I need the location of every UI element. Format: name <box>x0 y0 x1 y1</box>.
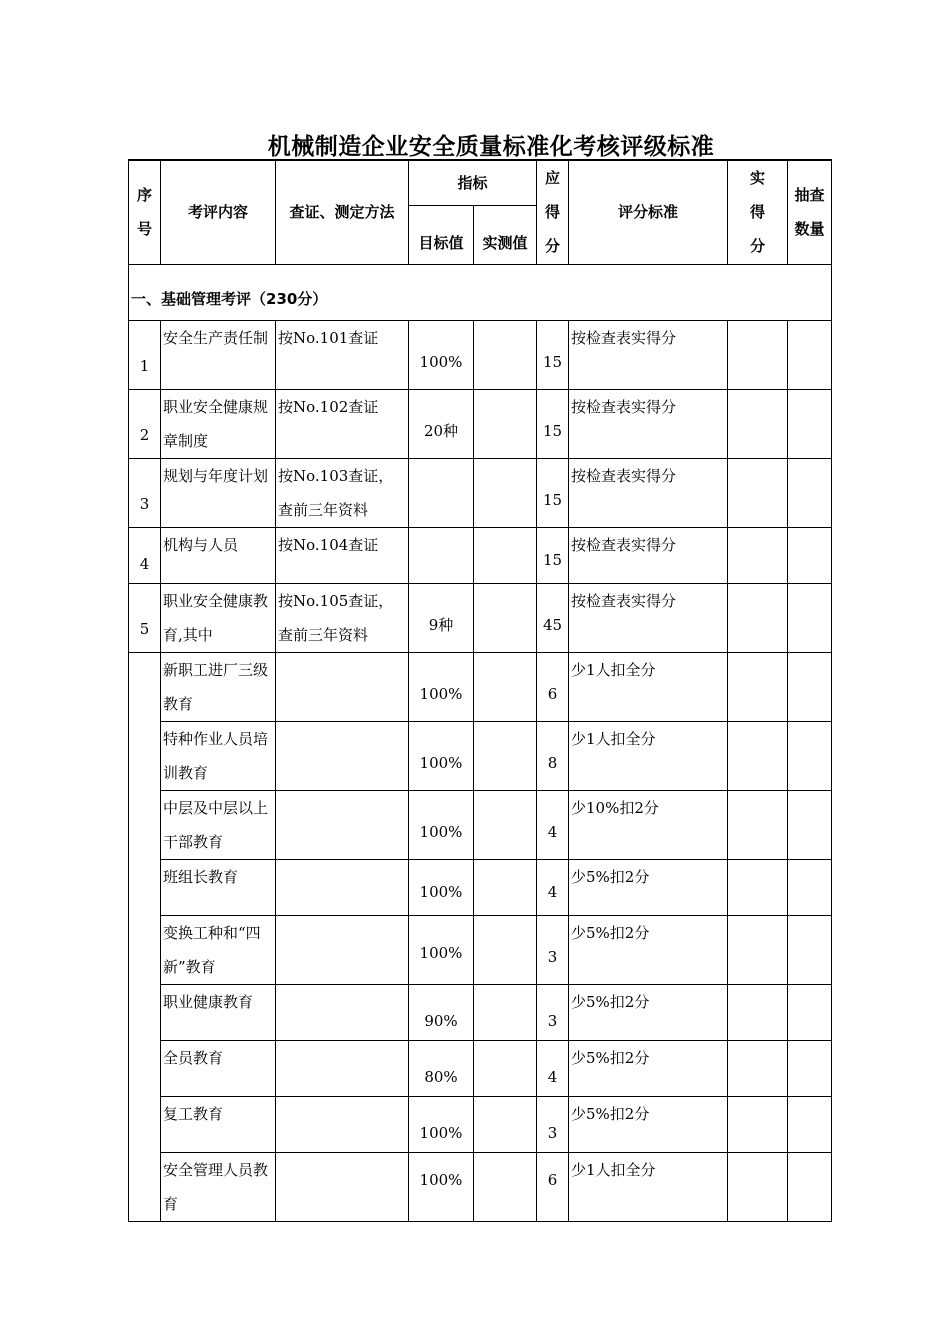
row-score: 45 <box>537 583 569 652</box>
row-criteria: 按检查表实得分 <box>569 527 728 583</box>
sub-content: 变换工种和“四新”教育 <box>161 915 276 984</box>
sub-row <box>129 790 832 859</box>
sub-sample <box>788 1096 832 1152</box>
sub-target: 100% <box>409 1152 474 1221</box>
sub-measured <box>474 1152 537 1221</box>
sub-measured <box>474 790 537 859</box>
sub-method <box>276 1152 409 1221</box>
row-score: 15 <box>537 527 569 583</box>
sub-target: 80% <box>409 1040 474 1096</box>
row-seq: 4 <box>129 527 161 583</box>
sub-content: 职业健康教育 <box>161 984 276 1040</box>
sub-actual <box>728 721 788 790</box>
sub-actual <box>728 1096 788 1152</box>
sub-content: 中层及中层以上干部教育 <box>161 790 276 859</box>
sub-row <box>129 915 832 984</box>
sub-sample <box>788 790 832 859</box>
sub-actual <box>728 859 788 915</box>
sub-content: 新职工进厂三级教育 <box>161 652 276 721</box>
table-row <box>129 320 832 389</box>
sub-row <box>129 721 832 790</box>
section-heading: 一、基础管理考评（230分） <box>129 264 832 320</box>
header-actual: 实得分 <box>728 160 788 264</box>
sub-criteria: 少1人扣全分 <box>569 652 728 721</box>
row-actual <box>728 320 788 389</box>
page-title: 机械制造企业安全质量标准化考核评级标准 <box>267 134 715 160</box>
sub-row <box>129 652 832 721</box>
section-row <box>129 264 832 320</box>
sub-content: 全员教育 <box>161 1040 276 1096</box>
row-actual <box>728 458 788 527</box>
sub-score: 4 <box>537 1040 569 1096</box>
sub-score: 3 <box>537 915 569 984</box>
sub-row <box>129 984 832 1040</box>
sub-method <box>276 984 409 1040</box>
sub-method <box>276 1040 409 1096</box>
row-score: 15 <box>537 458 569 527</box>
row-target: 9种 <box>409 583 474 652</box>
table-row <box>129 527 832 583</box>
sub-row <box>129 859 832 915</box>
row-measured <box>474 320 537 389</box>
sub-score: 8 <box>537 721 569 790</box>
sub-criteria: 少1人扣全分 <box>569 1152 728 1221</box>
sub-seq-blank <box>129 652 161 1221</box>
sub-criteria: 少5%扣2分 <box>569 984 728 1040</box>
sub-target: 100% <box>409 859 474 915</box>
row-criteria: 按检查表实得分 <box>569 583 728 652</box>
sub-method <box>276 790 409 859</box>
row-content: 机构与人员 <box>161 527 276 583</box>
row-content: 安全生产责任制 <box>161 320 276 389</box>
row-content: 规划与年度计划 <box>161 458 276 527</box>
row-actual <box>728 389 788 458</box>
sub-method <box>276 915 409 984</box>
sub-score: 3 <box>537 1096 569 1152</box>
row-content: 职业安全健康规章制度 <box>161 389 276 458</box>
table-row <box>129 458 832 527</box>
row-actual <box>728 527 788 583</box>
header-sample: 抽查数量 <box>788 160 832 264</box>
row-score: 15 <box>537 320 569 389</box>
sub-sample <box>788 652 832 721</box>
row-measured <box>474 389 537 458</box>
sub-measured <box>474 652 537 721</box>
sub-method <box>276 652 409 721</box>
sub-sample <box>788 859 832 915</box>
sub-criteria: 少5%扣2分 <box>569 1040 728 1096</box>
row-measured <box>474 583 537 652</box>
row-measured <box>474 458 537 527</box>
sub-actual <box>728 1152 788 1221</box>
row-sample <box>788 389 832 458</box>
sub-score: 4 <box>537 790 569 859</box>
sub-sample <box>788 1152 832 1221</box>
row-target <box>409 458 474 527</box>
row-criteria: 按检查表实得分 <box>569 389 728 458</box>
row-seq: 1 <box>129 320 161 389</box>
table-row <box>129 389 832 458</box>
sub-method <box>276 1096 409 1152</box>
sub-score: 4 <box>537 859 569 915</box>
sub-content: 安全管理人员教育 <box>161 1152 276 1221</box>
sub-measured <box>474 859 537 915</box>
row-content: 职业安全健康教育,其中 <box>161 583 276 652</box>
sub-criteria: 少1人扣全分 <box>569 721 728 790</box>
sub-criteria: 少10%扣2分 <box>569 790 728 859</box>
header-indicator: 指标 <box>409 160 537 205</box>
sub-score: 3 <box>537 984 569 1040</box>
row-method: 按No.105查证，查前三年资料 <box>276 583 409 652</box>
table-row <box>129 583 832 652</box>
row-seq: 5 <box>129 583 161 652</box>
sub-row <box>129 1152 832 1221</box>
header-content: 考评内容 <box>161 160 276 264</box>
row-target <box>409 527 474 583</box>
sub-target: 90% <box>409 984 474 1040</box>
sub-sample <box>788 1040 832 1096</box>
row-method: 按No.103查证，查前三年资料 <box>276 458 409 527</box>
sub-actual <box>728 1040 788 1096</box>
row-criteria: 按检查表实得分 <box>569 458 728 527</box>
row-sample <box>788 458 832 527</box>
sub-actual <box>728 915 788 984</box>
sub-actual <box>728 984 788 1040</box>
sub-target: 100% <box>409 652 474 721</box>
sub-criteria: 少5%扣2分 <box>569 915 728 984</box>
row-target: 100% <box>409 320 474 389</box>
sub-target: 100% <box>409 790 474 859</box>
sub-content: 特种作业人员培训教育 <box>161 721 276 790</box>
header-seq: 序号 <box>129 160 161 264</box>
sub-measured <box>474 721 537 790</box>
sub-score: 6 <box>537 652 569 721</box>
row-seq: 3 <box>129 458 161 527</box>
sub-measured <box>474 1040 537 1096</box>
sub-sample <box>788 915 832 984</box>
row-actual <box>728 583 788 652</box>
row-method: 按No.104查证 <box>276 527 409 583</box>
header-method: 查证、测定方法 <box>276 160 409 264</box>
row-seq: 2 <box>129 389 161 458</box>
header-score: 应得分 <box>537 160 569 264</box>
sub-target: 100% <box>409 721 474 790</box>
sub-method <box>276 721 409 790</box>
sub-criteria: 少5%扣2分 <box>569 1096 728 1152</box>
sub-sample <box>788 721 832 790</box>
sub-criteria: 少5%扣2分 <box>569 859 728 915</box>
row-method: 按No.101查证 <box>276 320 409 389</box>
sub-row <box>129 1040 832 1096</box>
sub-actual <box>728 790 788 859</box>
sub-score: 6 <box>537 1152 569 1221</box>
sub-actual <box>728 652 788 721</box>
row-sample <box>788 527 832 583</box>
header-measured: 实测值 <box>474 205 537 264</box>
row-sample <box>788 320 832 389</box>
row-measured <box>474 527 537 583</box>
header-target: 目标值 <box>409 205 474 264</box>
sub-content: 班组长教育 <box>161 859 276 915</box>
sub-target: 100% <box>409 1096 474 1152</box>
sub-measured <box>474 915 537 984</box>
header-criteria: 评分标准 <box>569 160 728 264</box>
sub-target: 100% <box>409 915 474 984</box>
sub-method <box>276 859 409 915</box>
sub-row <box>129 1096 832 1152</box>
row-criteria: 按检查表实得分 <box>569 320 728 389</box>
sub-content: 复工教育 <box>161 1096 276 1152</box>
sub-measured <box>474 1096 537 1152</box>
row-sample <box>788 583 832 652</box>
header-row-1 <box>129 160 832 205</box>
row-method: 按No.102查证 <box>276 389 409 458</box>
sub-sample <box>788 984 832 1040</box>
assessment-table <box>128 159 832 1222</box>
row-score: 15 <box>537 389 569 458</box>
row-target: 20种 <box>409 389 474 458</box>
sub-measured <box>474 984 537 1040</box>
